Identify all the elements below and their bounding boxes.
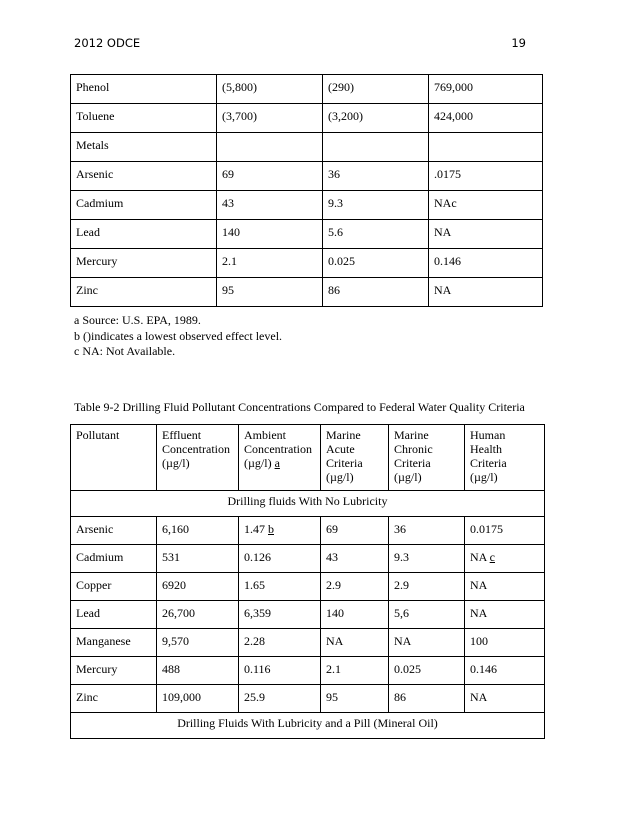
table-row xyxy=(71,601,545,629)
cell-value: 100 xyxy=(470,634,488,648)
table-row xyxy=(71,545,545,573)
cell-value: Zinc xyxy=(76,690,98,704)
cell-value: NA xyxy=(326,634,344,648)
cell-value: 0.126 xyxy=(244,550,271,564)
table-cell xyxy=(71,601,157,629)
table-cell xyxy=(71,657,157,685)
table-cell: 0.025 xyxy=(323,249,429,278)
table-cell: Metals xyxy=(71,133,217,162)
page-number: 19 xyxy=(511,36,526,50)
table-cell: (290) xyxy=(323,75,429,104)
cell-value: 9,570 xyxy=(162,634,189,648)
table-cell xyxy=(429,133,543,162)
cell-value: 2.9 xyxy=(394,578,409,592)
table-cell: Toluene xyxy=(71,104,217,133)
footnote-c: c NA: Not Available. xyxy=(74,344,176,358)
cell-value: 69 xyxy=(326,522,338,536)
cell-value: 6920 xyxy=(162,578,186,592)
cell-value: Manganese xyxy=(76,634,131,648)
drilling-fluid-table xyxy=(70,424,545,739)
table-cell xyxy=(239,685,321,713)
table-cell xyxy=(321,545,389,573)
table-cell xyxy=(389,657,465,685)
table-cell: NA xyxy=(429,278,543,307)
cell-value: 25.9 xyxy=(244,690,265,704)
cell-value: 2.28 xyxy=(244,634,265,648)
table-caption: Table 9-2 Drilling Fluid Pollutant Concentrations Compared to Federal Water Quality Criteria xyxy=(74,400,525,414)
table-cell: 36 xyxy=(323,162,429,191)
table-cell xyxy=(71,517,157,545)
header-ambient-note: a xyxy=(274,456,280,470)
table-cell xyxy=(239,601,321,629)
metals-criteria-table xyxy=(70,74,543,307)
table-cell xyxy=(389,517,465,545)
cell-value: Mercury xyxy=(76,662,118,676)
table-cell xyxy=(157,601,239,629)
table-row xyxy=(71,75,543,104)
table-cell: 140 xyxy=(217,220,323,249)
footnote-ref-c: c xyxy=(489,550,495,564)
table-cell: NAc xyxy=(429,191,543,220)
cell-value: 0.0175 xyxy=(470,522,503,536)
table-cell xyxy=(389,601,465,629)
table-cell xyxy=(157,545,239,573)
table-cell xyxy=(157,657,239,685)
table-cell xyxy=(465,545,545,573)
table-cell xyxy=(239,573,321,601)
table-cell xyxy=(239,517,321,545)
table-row xyxy=(71,685,545,713)
section-no-lubricity: Drilling fluids With No Lubricity xyxy=(71,491,545,517)
table-cell: 424,000 xyxy=(429,104,543,133)
table-cell xyxy=(239,657,321,685)
table-row xyxy=(71,162,543,191)
cell-value: 86 xyxy=(394,690,406,704)
footnote-b: b ()indicates a lowest observed effect level. xyxy=(74,328,283,343)
table-cell xyxy=(321,573,389,601)
table-cell xyxy=(321,685,389,713)
cell-value: 2.1 xyxy=(326,662,341,676)
table-row xyxy=(71,629,545,657)
table-cell: (5,800) xyxy=(217,75,323,104)
table-cell: Arsenic xyxy=(71,162,217,191)
footnote-a: a Source: U.S. EPA, 1989. xyxy=(74,313,201,327)
header-title: 2012 ODCE xyxy=(74,36,141,50)
cell-value: NA xyxy=(470,550,487,564)
cell-value: 0.025 xyxy=(394,662,421,676)
table-row xyxy=(71,249,543,278)
table-cell xyxy=(321,657,389,685)
cell-value: 0.146 xyxy=(470,662,497,676)
table-cell xyxy=(465,573,545,601)
cell-value: 1.47 xyxy=(244,522,265,536)
cell-value: NA xyxy=(470,690,488,704)
cell-value: 140 xyxy=(326,606,344,620)
table-row xyxy=(71,133,543,162)
header-ambient xyxy=(239,425,321,491)
table-cell xyxy=(71,573,157,601)
cell-value: 6,359 xyxy=(244,606,271,620)
table-row xyxy=(71,657,545,685)
table-cell: 5.6 xyxy=(323,220,429,249)
cell-value: 43 xyxy=(326,550,338,564)
table-cell: 0.146 xyxy=(429,249,543,278)
table-cell xyxy=(465,685,545,713)
cell-value: 488 xyxy=(162,662,180,676)
table-cell: Mercury xyxy=(71,249,217,278)
table-row xyxy=(71,517,545,545)
table-cell xyxy=(321,629,389,657)
table-cell xyxy=(157,573,239,601)
header-effluent: Effluent Concentration (µg/l) xyxy=(157,425,239,491)
table-cell: (3,700) xyxy=(217,104,323,133)
cell-value: 36 xyxy=(394,522,406,536)
header-pollutant: Pollutant xyxy=(71,425,157,491)
table-cell xyxy=(389,629,465,657)
table-cell: Zinc xyxy=(71,278,217,307)
table-cell: Phenol xyxy=(71,75,217,104)
cell-value: NA xyxy=(470,606,488,620)
header-human-health: Human Health Criteria (µg/l) xyxy=(465,425,545,491)
table-cell xyxy=(71,629,157,657)
footnote-ref-b: b xyxy=(268,522,274,536)
table-cell xyxy=(217,133,323,162)
table-cell xyxy=(157,685,239,713)
table-cell xyxy=(389,685,465,713)
cell-value: Arsenic xyxy=(76,522,114,536)
table-cell: .0175 xyxy=(429,162,543,191)
table-cell xyxy=(71,545,157,573)
header-marine-acute: Marine Acute Criteria (µg/l) xyxy=(321,425,389,491)
section-lubricity-pill: Drilling Fluids With Lubricity and a Pill (Mineral Oil) xyxy=(71,713,545,739)
cell-value: 5,6 xyxy=(394,606,409,620)
cell-value: NA xyxy=(470,578,488,592)
cell-value: 95 xyxy=(326,690,338,704)
table-cell: NA xyxy=(429,220,543,249)
table-cell xyxy=(239,629,321,657)
table-cell: 43 xyxy=(217,191,323,220)
table-cell xyxy=(465,517,545,545)
table-cell xyxy=(157,629,239,657)
header-ambient-text: Ambient Concentration (µg/l) xyxy=(244,428,312,470)
table-cell: 9.3 xyxy=(323,191,429,220)
table-cell: 2.1 xyxy=(217,249,323,278)
cell-value: 2.9 xyxy=(326,578,341,592)
section-row xyxy=(71,713,545,739)
cell-value: 9.3 xyxy=(394,550,409,564)
table-cell xyxy=(321,517,389,545)
table-cell: Cadmium xyxy=(71,191,217,220)
cell-value: Cadmium xyxy=(76,550,124,564)
cell-value: Copper xyxy=(76,578,112,592)
table-cell: (3,200) xyxy=(323,104,429,133)
table-cell xyxy=(71,685,157,713)
cell-value: 531 xyxy=(162,550,180,564)
table-row xyxy=(71,573,545,601)
cell-value: 6,160 xyxy=(162,522,189,536)
footnotes xyxy=(74,313,282,360)
table-cell xyxy=(465,629,545,657)
table-cell: 769,000 xyxy=(429,75,543,104)
cell-value: Lead xyxy=(76,606,100,620)
table-cell xyxy=(465,657,545,685)
cell-value: 109,000 xyxy=(162,690,201,704)
table-cell xyxy=(323,133,429,162)
header-marine-chronic: Marine Chronic Criteria (µg/l) xyxy=(389,425,465,491)
table-cell: 69 xyxy=(217,162,323,191)
cell-value: NA xyxy=(394,634,412,648)
cell-value: 26,700 xyxy=(162,606,195,620)
section-row xyxy=(71,491,545,517)
cell-value: 0.116 xyxy=(244,662,271,676)
table-header-row xyxy=(71,425,545,491)
table-row xyxy=(71,278,543,307)
table-row xyxy=(71,104,543,133)
table-cell xyxy=(157,517,239,545)
table-cell xyxy=(465,601,545,629)
table-cell xyxy=(321,601,389,629)
table-cell xyxy=(389,573,465,601)
table-cell: 86 xyxy=(323,278,429,307)
cell-value: 1.65 xyxy=(244,578,265,592)
table-cell: 95 xyxy=(217,278,323,307)
table-row xyxy=(71,220,543,249)
table-cell xyxy=(389,545,465,573)
table-cell xyxy=(239,545,321,573)
page-header xyxy=(74,36,526,50)
table-row xyxy=(71,191,543,220)
table-cell: Lead xyxy=(71,220,217,249)
